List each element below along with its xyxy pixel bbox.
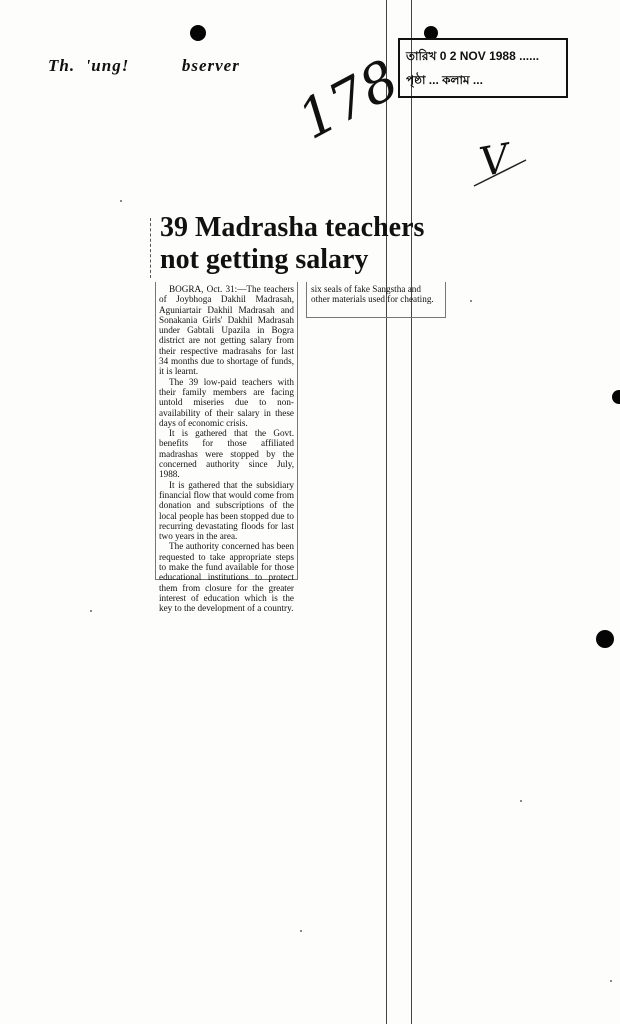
handwritten-check-mark: V [476,135,513,187]
scan-speck [300,930,302,932]
scan-speck [470,300,472,302]
article-paragraph: It is gathered that the Govt. benefits for those affiliated madrashas were stopped by the concerned authority since July, 1988. [159,428,294,480]
article-paragraph: BOGRA, Oct. 31:—The teachers of Joybhoga Dakhil Madrasah, Aguniartair Dakhil Madrasah and Sonakania Girls' Dakhil Madrasah under Gabtali Upazila in Bogra district are not getting salary from their respective madrasahs for last 34 months due to shortage of funds, it is learnt. [159,284,294,377]
punch-hole-right-lower [596,630,614,648]
punch-hole-top [190,25,206,41]
stamp-date-line: তারিখ 0 2 NOV 1988 ...... [406,49,540,63]
stamp-page-column-line: পৃষ্ঠা ... কলাম ... [406,73,483,87]
scan-speck [520,800,522,802]
article-paragraph: It is gathered that the subsidiary financial flow that would come from donation and subscriptions of the local people has been stopped due to recurring devastating floods for last two years in the area. [159,479,294,542]
punch-hole-right-upper [612,390,620,404]
article-body-column [155,282,298,614]
date-stamp [398,38,568,98]
article-headline [160,212,450,276]
check-mark-stroke [470,150,530,190]
fold-line [386,0,387,1024]
scan-speck [120,200,122,202]
newspaper-masthead: Th. 'ung! bserver [48,56,240,75]
headline-line-1: 39 Madrasha teachers [160,212,425,243]
headline-line-2: not getting salary [160,244,369,275]
scan-speck [90,610,92,612]
handwritten-number: 178 [288,47,409,152]
adjacent-article-fragment: six seals of fake Sangstha and other materials used for cheating. [306,282,446,318]
scan-speck [610,980,612,982]
article-paragraph: The 39 low-paid teachers with their family members are facing untold miseries due to non-availability of their salary in these days of economic crisis. [159,376,294,428]
fold-line-right [411,0,412,1024]
article-paragraph: The authority concerned has been requested to take appropriate steps to make the fund available for those educational institutions to protect them from closure for the greater interest of education which is the key to the development of a country. [159,541,294,614]
